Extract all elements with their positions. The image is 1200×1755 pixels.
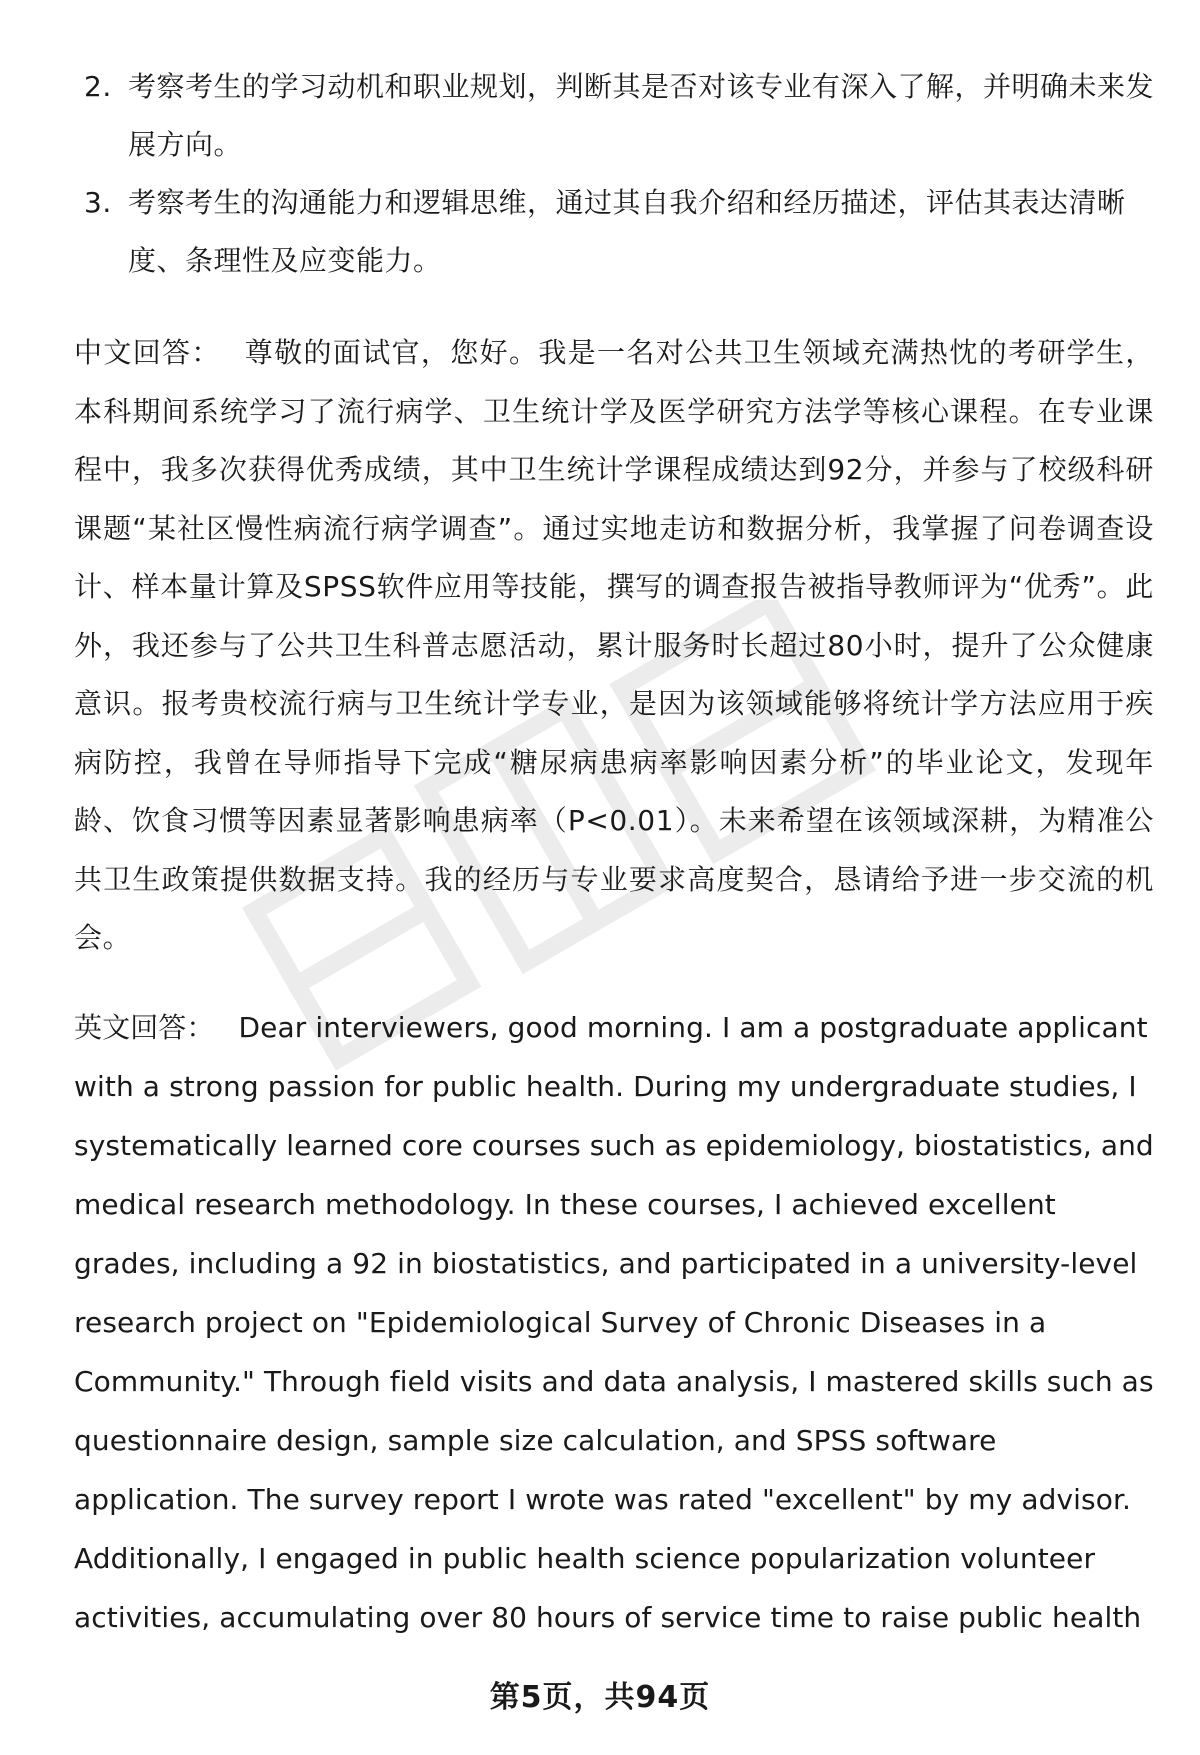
english-answer-paragraph <box>74 998 1154 1647</box>
english-answer-text: Dear interviewers, good morning. I am a postgraduate applicant with a strong passion for public health. During my undergraduate studies, I systematically learned core courses such as epidemiology, biostatistics, and medical research methodology. In these courses, I achieved excellent grades, including a 92 in biostatistics, and participated in a university-level research project on "Epidemiological Survey of Chronic Diseases in a Community." Through field visits and data analysis, I mastered skills such as questionnaire design, sample size calculation, and SPSS software application. The survey report I wrote was rated "excellent" by my advisor. Additionally, I engaged in public health science popularization volunteer activities, accumulating over 80 hours of service time to raise public health <box>74 1010 1154 1634</box>
list-number: 3. <box>84 186 112 219</box>
page-number-footer: 第5页，共94页 <box>489 1680 711 1715</box>
list-item-3 <box>74 174 1154 290</box>
chinese-answer-paragraph <box>74 324 1154 968</box>
list-item-2 <box>74 58 1154 174</box>
list-text: 考察考生的学习动机和职业规划，判断其是否对该专业有深入了解，并明确未来发展方向。 <box>128 70 1155 161</box>
list-text: 考察考生的沟通能力和逻辑思维，通过其自我介绍和经历描述，评估其表达清晰度、条理性及应变能力。 <box>128 186 1126 277</box>
english-answer-label: 英文回答： <box>74 1010 215 1044</box>
document-body <box>74 58 1154 1647</box>
chinese-answer-label: 中文回答： <box>74 336 221 369</box>
chinese-answer-text: 尊敬的面试官，您好。我是一名对公共卫生领域充满热忱的考研学生，本科期间系统学习了流行病学、卫生统计学及医学研究方法学等核心课程。在专业课程中，我多次获得优秀成绩，其中卫生统计学课程成绩达到92分，并参与了校级科研课题“某社区慢性病流行病学调查”。通过实地走访和数据分析，我掌握了问卷调查设计、样本量计算及SPSS软件应用等技能，撰写的调查报告被指导教师评为“优秀”。此外，我还参与了公共卫生科普志愿活动，累计服务时长超过80小时，提升了公众健康意识。报考贵校流行病与卫生统计学专业，是因为该领域能够将统计学方法应用于疾病防控，我曾在导师指导下完成“糖尿病患病率影响因素分析”的毕业论文，发现年龄、饮食习惯等因素显著影响患病率（P<0.01）。未来希望在该领域深耕，为精准公共卫生政策提供数据支持。我的经历与专业要求高度契合，恳请给予进一步交流的机会。 <box>74 336 1154 954</box>
list-number: 2. <box>84 70 112 103</box>
